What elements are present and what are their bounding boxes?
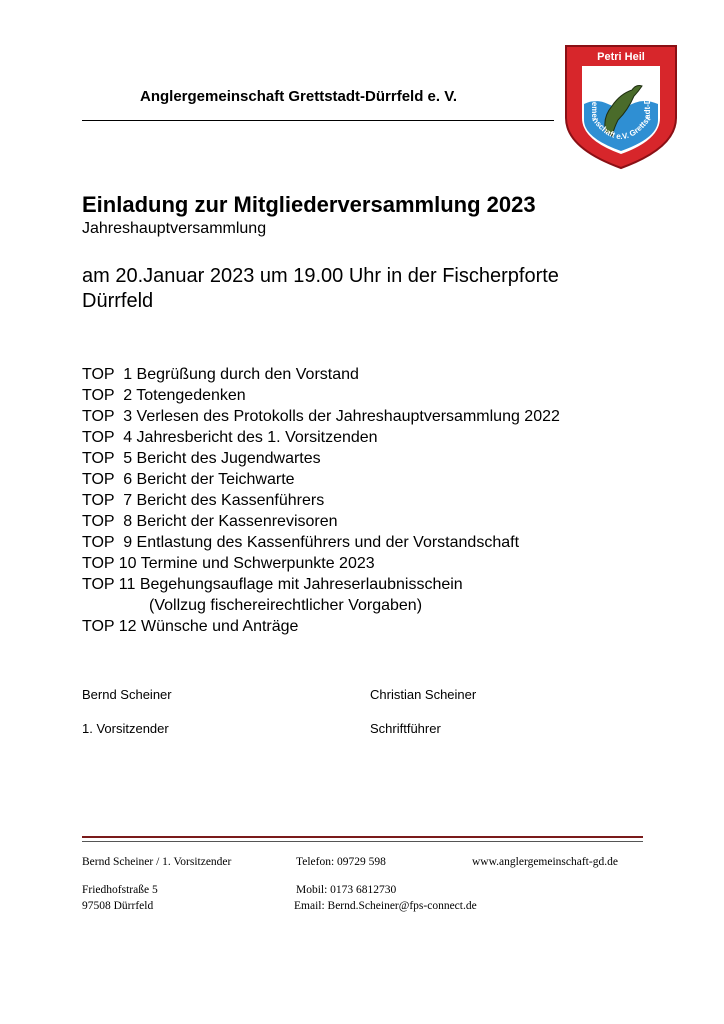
agenda-item: TOP 10 Termine und Schwerpunkte 2023	[82, 555, 375, 572]
footer-website[interactable]: www.anglergemeinschaft-gd.de	[472, 856, 618, 868]
agenda-item: TOP 4 Jahresbericht des 1. Vorsitzenden	[82, 429, 378, 446]
logo-top-text: Petri Heil	[597, 51, 645, 63]
agenda-item: TOP 1 Begrüßung durch den Vorstand	[82, 366, 359, 383]
signature-right-role: Schriftführer	[370, 721, 441, 736]
agenda-item: TOP 2 Totengedenken	[82, 387, 246, 404]
footer-divider	[82, 836, 643, 838]
signature-right-name: Christian Scheiner	[370, 687, 477, 702]
agenda-item: TOP 7 Bericht des Kassenführers	[82, 492, 325, 509]
club-logo	[562, 40, 680, 172]
footer-mobile: Mobil: 0173 6812730	[296, 884, 397, 896]
footer-phone: Telefon: 09729 598	[296, 856, 386, 868]
document-subtitle: Jahreshauptversammlung	[82, 220, 267, 237]
signature-left-role: 1. Vorsitzender	[82, 721, 169, 736]
meeting-when-line1: am 20.Januar 2023 um 19.00 Uhr in der Fischerpforte	[82, 265, 559, 287]
agenda-item: TOP 8 Bericht der Kassenrevisoren	[82, 513, 338, 530]
footer-city: 97508 Dürrfeld	[82, 900, 154, 912]
footer-street: Friedhofstraße 5	[82, 884, 158, 896]
document-title: Einladung zur Mitgliederversammlung 2023	[82, 192, 536, 217]
agenda-item-continuation: (Vollzug fischereirechtlicher Vorgaben)	[149, 597, 423, 614]
agenda-item: TOP 6 Bericht der Teichwarte	[82, 471, 295, 488]
meeting-date-location	[82, 264, 642, 314]
signature-left-name: Bernd Scheiner	[82, 687, 172, 702]
agenda-item: TOP 12 Wünsche und Anträge	[82, 618, 299, 635]
agenda-item: TOP 9 Entlastung des Kassenführers und der Vorstandschaft	[82, 534, 520, 551]
logo-ring-text: Anglergemeinschaft e.V. Grettstadt-Dürrfeld	[590, 71, 653, 142]
footer-divider-thin	[82, 841, 643, 842]
footer-contact-person: Bernd Scheiner / 1. Vorsitzender	[82, 856, 232, 868]
meeting-when-line2: Dürrfeld	[82, 290, 154, 312]
agenda-list	[82, 364, 560, 637]
agenda-item: TOP 11 Begehungsauflage mit Jahreserlaubnisschein	[82, 576, 463, 593]
header-divider	[82, 120, 554, 121]
agenda-item: TOP 3 Verlesen des Protokolls der Jahreshauptversammlung 2022	[82, 408, 560, 425]
footer-email[interactable]: Email: Bernd.Scheiner@fps-connect.de	[294, 900, 477, 912]
organization-name: Anglergemeinschaft Grettstadt-Dürrfeld e. V.	[140, 88, 458, 105]
agenda-item: TOP 5 Bericht des Jugendwartes	[82, 450, 321, 467]
